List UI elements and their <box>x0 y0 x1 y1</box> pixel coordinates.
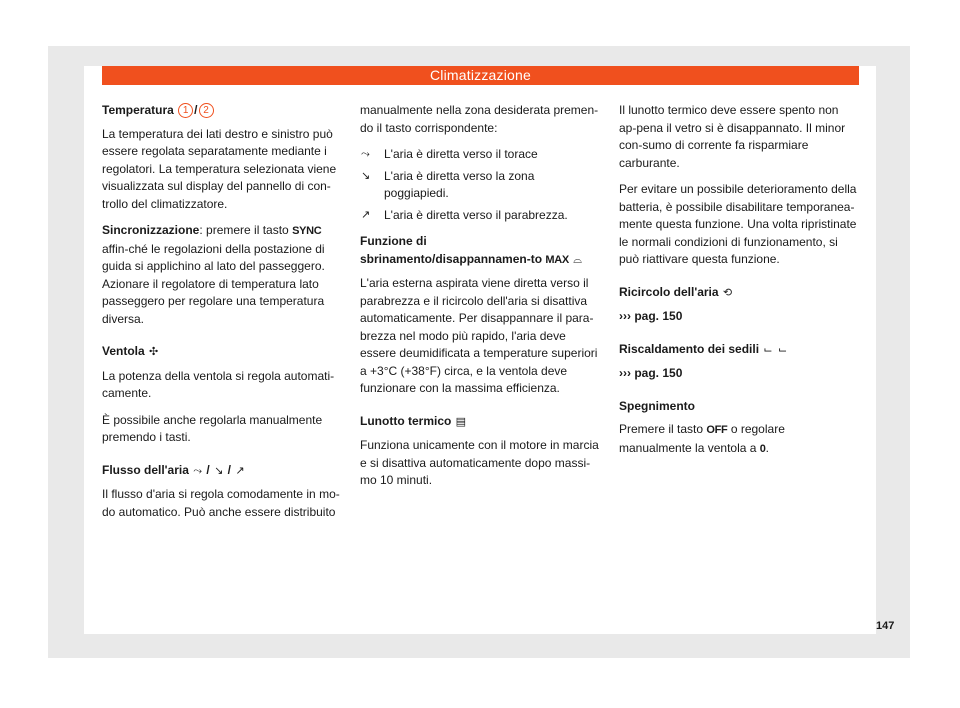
heading-airflow: Flusso dell'aria ⤳ / ↘ / ↗ <box>102 462 342 481</box>
rear-window-heater-icon: ▤ <box>455 415 467 428</box>
fan-zero-icon: 0 <box>759 442 766 455</box>
heading-seat-heating: Riscaldamento dei sedili ⌙ ⌙ <box>619 341 859 360</box>
seat-heating-ref[interactable]: ››› pag. 150 <box>619 366 683 380</box>
column-2 <box>360 102 600 499</box>
air-feet-icon: ↘ <box>361 169 371 182</box>
air-chest-icon: ⤳ <box>361 148 370 160</box>
recirculation-ref[interactable]: ››› pag. 150 <box>619 309 683 323</box>
list-item: ↘ L'aria è diretta verso la zona poggiapiedi. <box>360 168 600 203</box>
airflow-text: Il flusso d'aria si regola comodamente in mo-do automatico. Può anche essere distribuito <box>102 487 340 519</box>
sync-key-icon: SYNC <box>292 225 322 237</box>
max-defrost-icon: MAX <box>545 253 569 266</box>
seat-heating-right-icon: ⌙ <box>777 343 788 356</box>
fan-text-1: La potenza della ventola si regola automati-camente. <box>102 368 335 400</box>
heading-shutdown: Spegnimento <box>619 398 696 413</box>
column-3 <box>619 102 859 467</box>
shutdown-text: Premere il tasto OFF o regolare manualmente la ventola a 0. <box>619 422 785 455</box>
column-1 <box>102 102 342 530</box>
airflow-continued: manualmente nella zona desiderata premen-do il tasto corrispondente: <box>360 103 599 135</box>
air-feet-icon: ↘ <box>214 464 224 477</box>
heading-temperature: Temperatura 1 / 2 <box>102 102 342 120</box>
rear-window-continued-2: Per evitare un possibile deterioramento della batteria, è possibile disabilitare temporanea-mente questa funzione. Una volta ripristinate le normali condizioni di funzionamento, si può riattivare questa funzione. <box>619 182 857 266</box>
list-item: ↗ L'aria è diretta verso il parabrezza. <box>360 207 600 225</box>
rear-window-continued: Il lunotto termico deve essere spento non ap-pena il vetro si è disappannato. Il minor con-sumo di corrente fa risparmiare carburante. <box>619 103 846 170</box>
section-header: Climatizzazione <box>102 66 859 85</box>
heading-recirculation: Ricircolo dell'aria ⟲ <box>619 284 859 303</box>
fan-icon: ✣ <box>149 346 159 358</box>
fan-text-2: È possibile anche regolarla manualmente premendo i tasti. <box>102 412 323 444</box>
air-windshield-icon: ↗ <box>235 464 245 477</box>
ref-2-badge: 2 <box>199 103 214 118</box>
temperature-text: La temperatura dei lati destro e sinistro può essere regolata separatamente mediante i regolatori. La temperatura selezionata viene visualizzata sul display del pannello di con-trollo del climatizzatore. <box>102 126 337 211</box>
sync-paragraph: Sincronizzazione: premere il tasto SYNC affin-ché le regolazioni della postazione di guida si applichino al lato del passeggero. Azionare il regolatore di temperatura lato passeggero per regolare una temperatura diversa. <box>102 223 325 326</box>
airflow-list <box>360 146 600 224</box>
heading-defrost: Funzione di sbrinamento/disappannamen-to MAX ⌓ <box>360 233 600 269</box>
page-number: 147 <box>876 620 895 632</box>
list-item: ⤳ L'aria è diretta verso il torace <box>360 146 600 164</box>
rear-window-text: Funziona unicamente con il motore in marcia e si disattiva automaticamente dopo massi-mo 10 minuti. <box>360 438 599 487</box>
defrost-text: L'aria esterna aspirata viene diretta verso il parabrezza e il ricircolo dell'aria si disattiva automaticamente. Per disappannare il para-brezza nel modo più rapido, l'aria deve essere deumidificata a temperature superiori a +3°C (+38°F) circa, e la ventola deve funzionare con la massima efficienza. <box>360 276 598 395</box>
recirculation-icon: ⟲ <box>722 286 733 299</box>
seat-heating-left-icon: ⌙ <box>763 343 773 356</box>
heading-rear-window: Lunotto termico ▤ <box>360 413 600 432</box>
air-windshield-icon: ↗ <box>361 208 371 221</box>
off-key-icon: OFF <box>706 424 728 436</box>
ref-1-badge: 1 <box>178 103 193 118</box>
heading-fan: Ventola ✣ <box>102 343 342 362</box>
air-chest-icon: ⤳ <box>193 464 203 477</box>
windshield-defrost-icon: ⌓ <box>573 253 582 266</box>
